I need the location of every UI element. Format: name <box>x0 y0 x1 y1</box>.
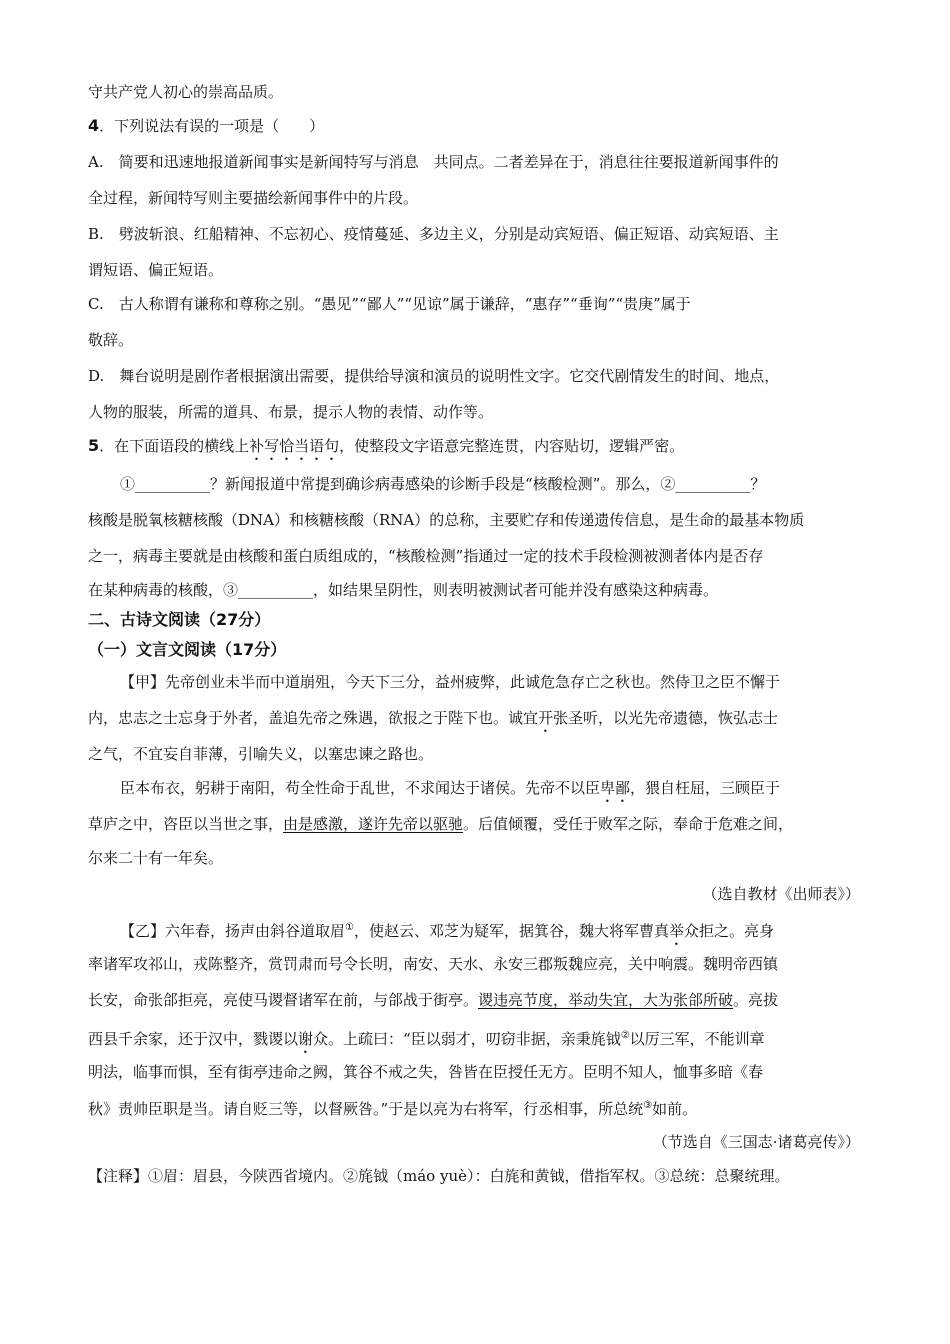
option-c-line-1: C. 古人称谓有谦称和尊称之别。“愚见”“鄙人”“见谅”属于谦辞，“惠存”“垂询”“贵庚”属于 <box>88 295 691 313</box>
classical-text-line: 率诸军攻祁山，戎陈整齐，赏罚肃而号令长明，南安、天水、永安三郡叛魏应亮，关中响震。魏明帝西镇 <box>88 955 779 973</box>
classical-text-line <box>88 778 780 806</box>
source-citation: （节选自《三国志·诸葛亮传》） <box>652 1133 860 1151</box>
passage-line: 之一，病毒主要就是由核酸和蛋白质组成的，“核酸检测”指通过一定的技术手段检测被测者体内是否存 <box>88 547 764 565</box>
text-segment: 臣本布衣，躬耕于南阳，苟全性命于乱世，不求闻达于诸侯。先帝不以臣 <box>120 779 601 797</box>
text-segment: 【乙】六年春，扬声由斜谷道取眉 <box>120 922 346 940</box>
option-b-line-1: B. 劈波斩浪、红船精神、不忘初心、疫情蔓延、多边主义，分别是动宾短语、偏正短语、动宾短语、主 <box>88 225 779 243</box>
classical-text-line: 之气，不宜妄自菲薄，引喻失义，以塞忠谏之路也。 <box>88 745 434 763</box>
question-stem: ．在下面语段的横线上 <box>99 437 250 455</box>
emphasized-text: 举 <box>669 922 685 940</box>
emphasized-text: 卑鄙 <box>600 779 631 797</box>
option-b-line-2: 谓短语、偏正短语。 <box>88 261 224 279</box>
text-segment: ，猥自枉屈，三顾臣于 <box>630 779 781 797</box>
text-segment: 秋》责帅臣职是当。请自贬三等，以督厥咎。”于是以亮为右将军，行丞相事，所总统 <box>88 1100 644 1118</box>
text-segment: 。亮拔 <box>733 991 779 1009</box>
emphasized-text: 补写恰当语句 <box>249 437 340 455</box>
option-a-line-1: A. 简要和迅速地报道新闻事实是新闻特写与消息 共同点。二者差异在于，消息往往要报道新闻事件的 <box>88 153 779 171</box>
passage-line: 在某种病毒的核酸，③__________，如结果呈阴性，则表明被测试者可能并没有感染这种病毒。 <box>88 581 719 599</box>
text-segment: 众拒之。亮身 <box>684 922 775 940</box>
text-segment: 以厉三军，不能训章 <box>629 1030 765 1048</box>
question-number: 4 <box>88 116 100 135</box>
classical-text-line <box>88 708 778 736</box>
footnote-marker: ③ <box>643 1100 653 1111</box>
classical-text-line: 尔来二十有一年矣。 <box>88 849 224 867</box>
text-segment: ，使赵云、邓芝为疑军，据箕谷，魏大将军曹真 <box>353 922 669 940</box>
classical-text-line <box>88 918 774 949</box>
text-line: 守共产党人初心的崇高品质。 <box>88 83 284 101</box>
text-segment: 草庐之中，咨臣以当世之事， <box>88 815 284 833</box>
emphasized-text: 谢 <box>298 1030 314 1048</box>
classical-text-line <box>88 814 793 834</box>
option-c-line-2: 敬辞。 <box>88 331 134 349</box>
subsection-heading: （一）文言文阅读（17分） <box>88 640 287 659</box>
text-segment: 内，忠志之士忘身于外者，盖追先帝之殊遇，欲报之于陛下也。诚宜 <box>88 709 539 727</box>
question-5 <box>88 436 684 464</box>
section-heading: 二、古诗文阅读（27分） <box>88 610 271 629</box>
passage-line: 核酸是脱氧核糖核酸（DNA）和核糖核酸（RNA）的总称，主要贮存和传递遗传信息，是生命的最基本物质 <box>88 511 805 529</box>
classical-text-line <box>88 1096 697 1119</box>
underlined-sentence: 谡违亮节度，举动失宜，大为张郃所破 <box>478 991 734 1009</box>
emphasized-text: 开 <box>538 709 554 727</box>
question-stem: ．下列说法有误的一项是（ ） <box>99 117 325 135</box>
text-segment: 长安，命张郃拒亮，亮使马谡督诸军在前，与郃战于街亭。 <box>88 991 479 1009</box>
footnote-marker: ② <box>620 1030 630 1041</box>
classical-text-line: 明法，临事而惧，至有街亭违命之阙，箕谷不戒之失，咎皆在臣授任无方。臣明不知人，恤事多暗《春 <box>88 1063 764 1081</box>
question-4 <box>88 116 324 136</box>
option-a-line-2: 全过程，新闻特写则主要描绘新闻事件中的片段。 <box>88 189 419 207</box>
classical-text-line <box>88 990 778 1010</box>
text-segment: 张圣听，以光先帝遗德，恢弘志士 <box>553 709 779 727</box>
annotation-note: 【注释】①眉：眉县，今陕西省境内。②旄钺（máo yuè）：白旄和黄钺，借指军权。③总统：总聚统理。 <box>88 1167 790 1185</box>
option-d-line-1: D. 舞台说明是剧作者根据演出需要，提供给导演和演员的说明性文字。它交代剧情发生的时间、地点， <box>88 367 780 385</box>
footnote-marker: ① <box>345 922 354 933</box>
source-citation: （选自教材《出师表》） <box>702 885 860 903</box>
option-d-line-2: 人物的服装，所需的道具、布景，提示人物的表情、动作等。 <box>88 403 494 421</box>
passage-line: ①__________？新闻报道中常提到确诊病毒感染的诊断手段是“核酸检测”。那么，②__________？ <box>120 475 766 493</box>
underlined-sentence: 由是感激，遂许先帝以驱驰 <box>283 815 464 833</box>
classical-text-line <box>88 1026 765 1057</box>
question-stem-tail: ，使整段文字语意完整连贯，内容贴切，逻辑严密。 <box>339 437 685 455</box>
text-segment: 众。上疏曰：“臣以弱才，叨窃非据，亲秉旄钺 <box>313 1030 621 1048</box>
text-segment: 如前。 <box>652 1100 698 1118</box>
text-segment: 。后值倾覆，受任于败军之际，奉命于危难之间， <box>463 815 794 833</box>
text-segment: 西县千余家，还于汉中，戮谡以 <box>88 1030 299 1048</box>
question-number: 5 <box>88 436 100 455</box>
classical-text-line: 【甲】先帝创业未半而中道崩殂，今天下三分，益州疲弊，此诚危急存亡之秋也。然侍卫之臣不懈于 <box>120 673 781 691</box>
